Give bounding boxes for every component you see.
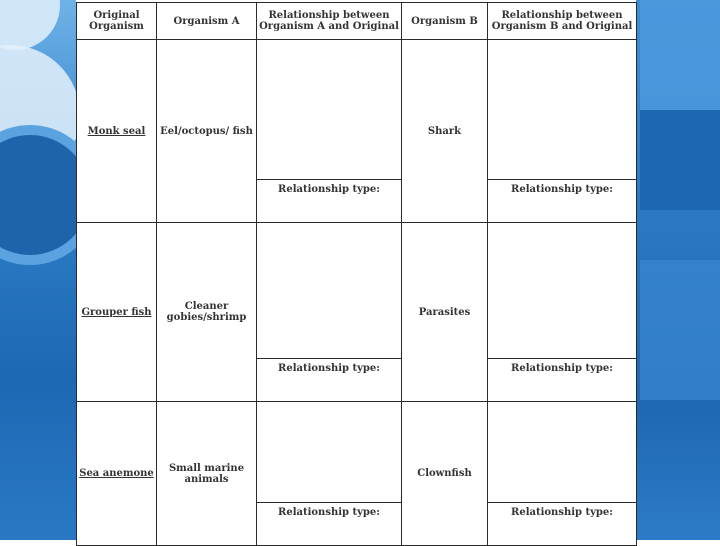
header-relationship-a: Relationship between Organism A and Original xyxy=(257,3,402,40)
decorative-block xyxy=(640,0,720,110)
organism-b: Clownfish xyxy=(402,402,488,546)
relationship-b-answer[interactable] xyxy=(488,40,637,180)
table-row xyxy=(77,40,637,180)
relationship-type-b[interactable]: Relationship type: xyxy=(488,358,637,401)
header-relationship-b: Relationship between Organism B and Original xyxy=(488,3,637,40)
relationship-b-answer[interactable] xyxy=(488,402,637,503)
relationship-b-answer[interactable] xyxy=(488,223,637,359)
original-organism: Sea anemone xyxy=(77,402,157,546)
worksheet xyxy=(76,2,636,538)
organism-relationship-table xyxy=(76,2,637,546)
decorative-bubble xyxy=(0,0,60,50)
relationship-type-b[interactable]: Relationship type: xyxy=(488,180,637,223)
header-organism-b: Organism B xyxy=(402,3,488,40)
slide-decoration-left xyxy=(0,0,76,540)
decorative-ring xyxy=(0,125,76,265)
relationship-type-a[interactable]: Relationship type: xyxy=(257,358,402,401)
relationship-a-answer[interactable] xyxy=(257,223,402,359)
header-original: Original Organism xyxy=(77,3,157,40)
relationship-type-a[interactable]: Relationship type: xyxy=(257,180,402,223)
organism-b: Parasites xyxy=(402,223,488,402)
organism-b: Shark xyxy=(402,40,488,223)
table-row xyxy=(77,402,637,503)
original-organism: Monk seal xyxy=(77,40,157,223)
relationship-a-answer[interactable] xyxy=(257,40,402,180)
organism-a: Small marine animals xyxy=(157,402,257,546)
header-row xyxy=(77,3,637,40)
header-organism-a: Organism A xyxy=(157,3,257,40)
relationship-type-b[interactable]: Relationship type: xyxy=(488,503,637,546)
relationship-a-answer[interactable] xyxy=(257,402,402,503)
relationship-type-a[interactable]: Relationship type: xyxy=(257,503,402,546)
organism-a: Eel/octopus/ fish xyxy=(157,40,257,223)
decorative-block xyxy=(640,110,720,210)
original-organism: Grouper fish xyxy=(77,223,157,402)
organism-a: Cleaner gobies/shrimp xyxy=(157,223,257,402)
table-row xyxy=(77,223,637,359)
decorative-block xyxy=(640,260,720,400)
slide-decoration-right xyxy=(636,0,720,540)
